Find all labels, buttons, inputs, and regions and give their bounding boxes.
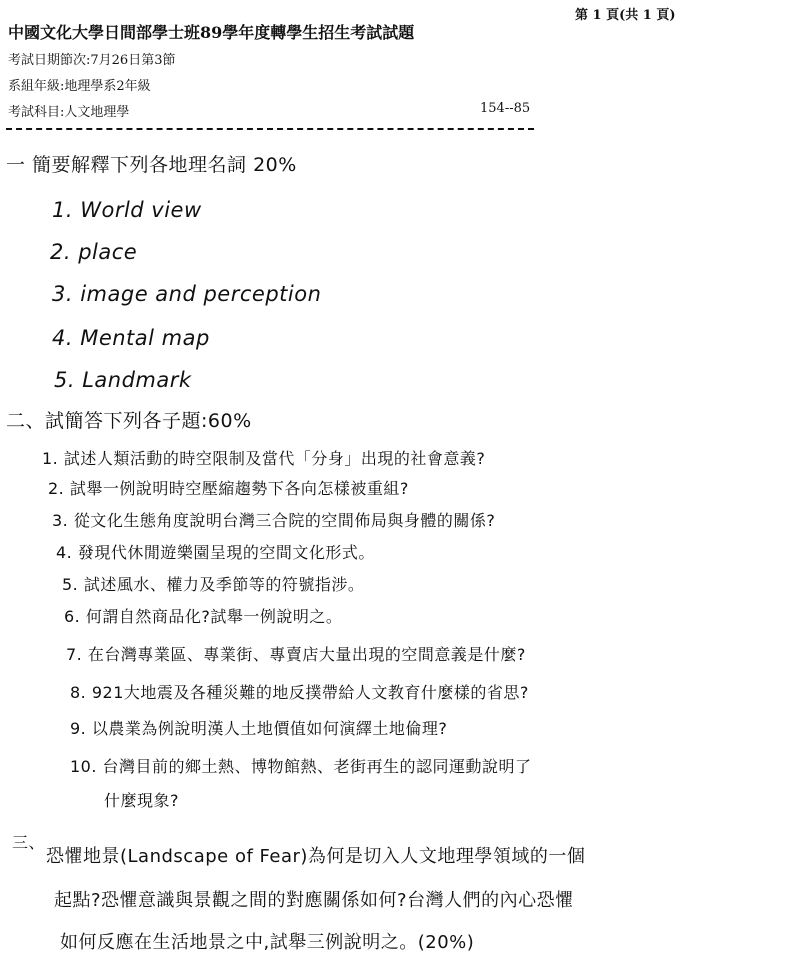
question-item-continued: 什麼現象? — [104, 791, 179, 810]
section3-line: 如何反應在生活地景之中,試舉三例說明之。(20%) — [60, 932, 475, 953]
term-item: 5. Landmark — [54, 368, 192, 392]
question-item: 7. 在台灣專業區、專業街、專賣店大量出現的空間意義是什麼? — [66, 645, 526, 664]
term-item: 3. image and perception — [52, 282, 322, 306]
question-item: 8. 921大地震及各種災難的地反撲帶給人文教育什麼樣的省思? — [70, 683, 529, 702]
exam-code: 154--85 — [480, 101, 531, 116]
term-item: 2. place — [50, 240, 138, 264]
question-item: 1. 試述人類活動的時空限制及當代「分身」出現的社會意義? — [42, 449, 486, 468]
exam-title: 中國文化大學日間部學士班89學年度轉學生招生考試試題 — [8, 23, 415, 42]
question-item: 10. 台灣目前的鄉土熱、博物館熱、老街再生的認同運動說明了 — [70, 757, 532, 776]
question-item: 3. 從文化生態角度說明台灣三合院的空間佈局與身體的關係? — [52, 511, 496, 530]
term-item: 1. World view — [52, 198, 202, 222]
section3-line: 恐懼地景(Landscape of Fear)為何是切入人文地理學領域的一個 — [46, 846, 586, 867]
exam-subject: 考試科目:人文地理學 — [8, 105, 130, 120]
department-grade: 系組年級:地理學系2年級 — [8, 79, 151, 94]
question-item: 5. 試述風水、權力及季節等的符號指涉。 — [62, 575, 365, 594]
section3-line: 起點?恐懼意識與景觀之間的對應關係如何?台灣人們的內心恐懼 — [54, 890, 574, 911]
term-item: 4. Mental map — [52, 326, 210, 350]
question-item: 2. 試舉一例說明時空壓縮趨勢下各向怎樣被重組? — [48, 479, 409, 498]
header-divider — [6, 128, 534, 130]
page-indicator: 第 1 頁(共 1 頁) — [575, 8, 676, 23]
section3-marker: 三、 — [12, 833, 46, 852]
exam-date: 考試日期節次:7月26日第3節 — [8, 53, 176, 68]
question-item: 9. 以農業為例說明漢人土地價值如何演繹土地倫理? — [70, 719, 448, 738]
question-item: 6. 何謂自然商品化?試舉一例說明之。 — [64, 607, 343, 626]
section2-heading: 二、試簡答下列各子題:60% — [6, 410, 252, 432]
question-item: 4. 發現代休閒遊樂園呈現的空間文化形式。 — [56, 543, 375, 562]
section1-heading: 一 簡要解釋下列各地理名詞 20% — [6, 154, 297, 176]
